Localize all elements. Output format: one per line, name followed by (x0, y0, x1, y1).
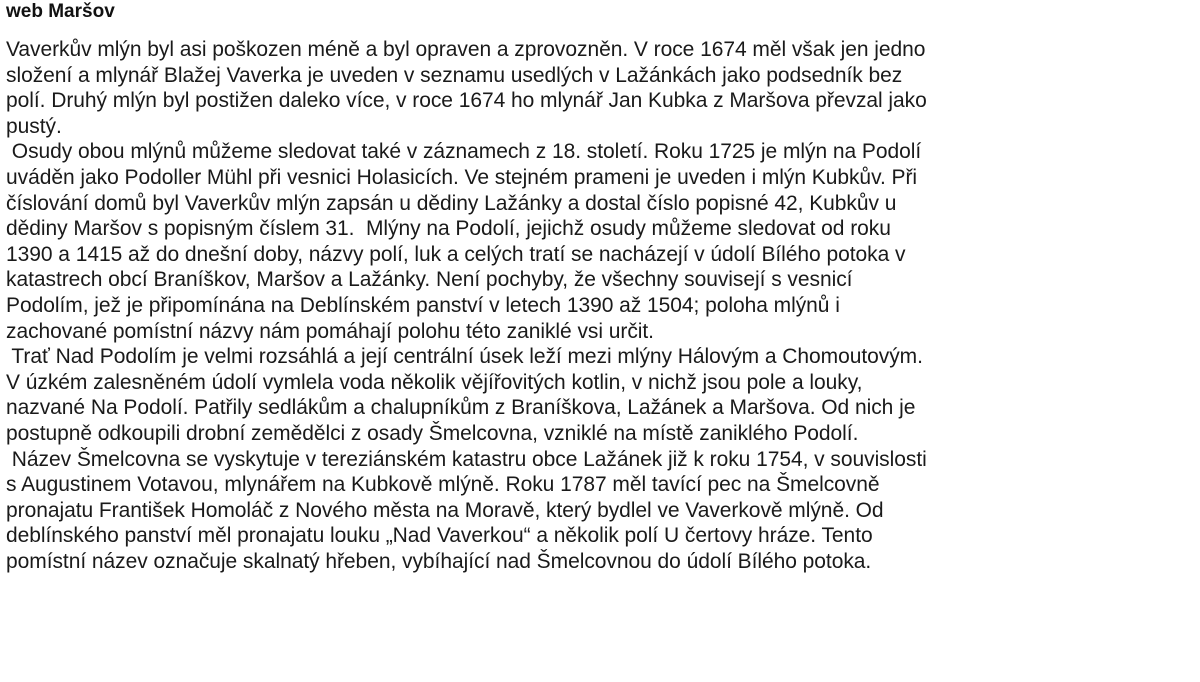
page-title: web Maršov (6, 1, 115, 22)
text-line: pronajatu František Homoláč z Nového města na Moravě, který bydlel ve Vaverkově mlýně. Od (6, 498, 884, 522)
text-line: složení a mlynář Blažej Vaverka je uveden v seznamu usedlých v Lažánkách jako podsedník bez (6, 63, 903, 87)
text-line: V úzkém zalesněném údolí vymlela voda několik vějířovitých kotlin, v nichž jsou pole a louky, (6, 370, 863, 394)
text-line: Název Šmelcovna se vyskytuje v tereziánském katastru obce Lažánek již k roku 1754, v souvislosti (6, 447, 927, 471)
text-line: číslování domů byl Vaverkův mlýn zapsán u dědiny Lažánky a dostal číslo popisné 42, Kubkův u (6, 191, 897, 215)
text-line: s Augustinem Votavou, mlynářem na Kubkově mlýně. Roku 1787 měl tavící pec na Šmelcovně (6, 473, 880, 497)
text-line: Osudy obou mlýnů můžeme sledovat také v záznamech z 18. století. Roku 1725 je mlýn na Podolí (6, 140, 922, 164)
text-line: Trať Nad Podolím je velmi rozsáhlá a její centrální úsek leží mezi mlýny Hálovým a Chomoutovým. (6, 345, 923, 369)
text-line: pustý. (6, 114, 62, 138)
document-body (6, 37, 1194, 574)
text-line: polí. Druhý mlýn byl postižen daleko více, v roce 1674 ho mlynář Jan Kubka z Maršova převzal jako (6, 89, 927, 113)
text-line: katastrech obcí Braníškov, Maršov a Lažánky. Není pochyby, že všechny souvisejí s vesnicí (6, 268, 853, 292)
text-line: dědiny Maršov s popisným číslem 31. Mlýny na Podolí, jejichž osudy můžeme sledovat od roku (6, 217, 891, 241)
text-line: Podolím, jež je připomínána na Deblínském panství v letech 1390 až 1504; poloha mlýnů i (6, 293, 840, 317)
text-line: pomístní název označuje skalnatý hřeben, vybíhající nad Šmelcovnou do údolí Bílého potoka. (6, 549, 872, 573)
text-line: nazvané Na Podolí. Patřily sedlákům a chalupníkům z Braníškova, Lažánek a Maršova. Od nich je (6, 396, 916, 420)
text-line: zachované pomístní názvy nám pomáhají polohu této zaniklé vsi určit. (6, 319, 654, 343)
text-line: Vaverkův mlýn byl asi poškozen méně a byl opraven a zprovozněn. V roce 1674 měl však jen jedno (6, 38, 926, 61)
text-line: postupně odkoupili drobní zemědělci z osady Šmelcovna, vzniklé na místě zaniklého Podolí. (6, 421, 859, 445)
text-line: uváděn jako Podoller Mühl při vesnici Holasicích. Ve stejném prameni je uveden i mlýn Kubkův. Při (6, 165, 918, 189)
text-line: 1390 a 1415 až do dnešní doby, názvy polí, luk a celých tratí se nacházejí v údolí Bílého potoka v (6, 242, 906, 266)
text-line: deblínského panství měl pronajatu louku „Nad Vaverkou“ a několik polí U čertovy hráze. Tento (6, 524, 873, 548)
